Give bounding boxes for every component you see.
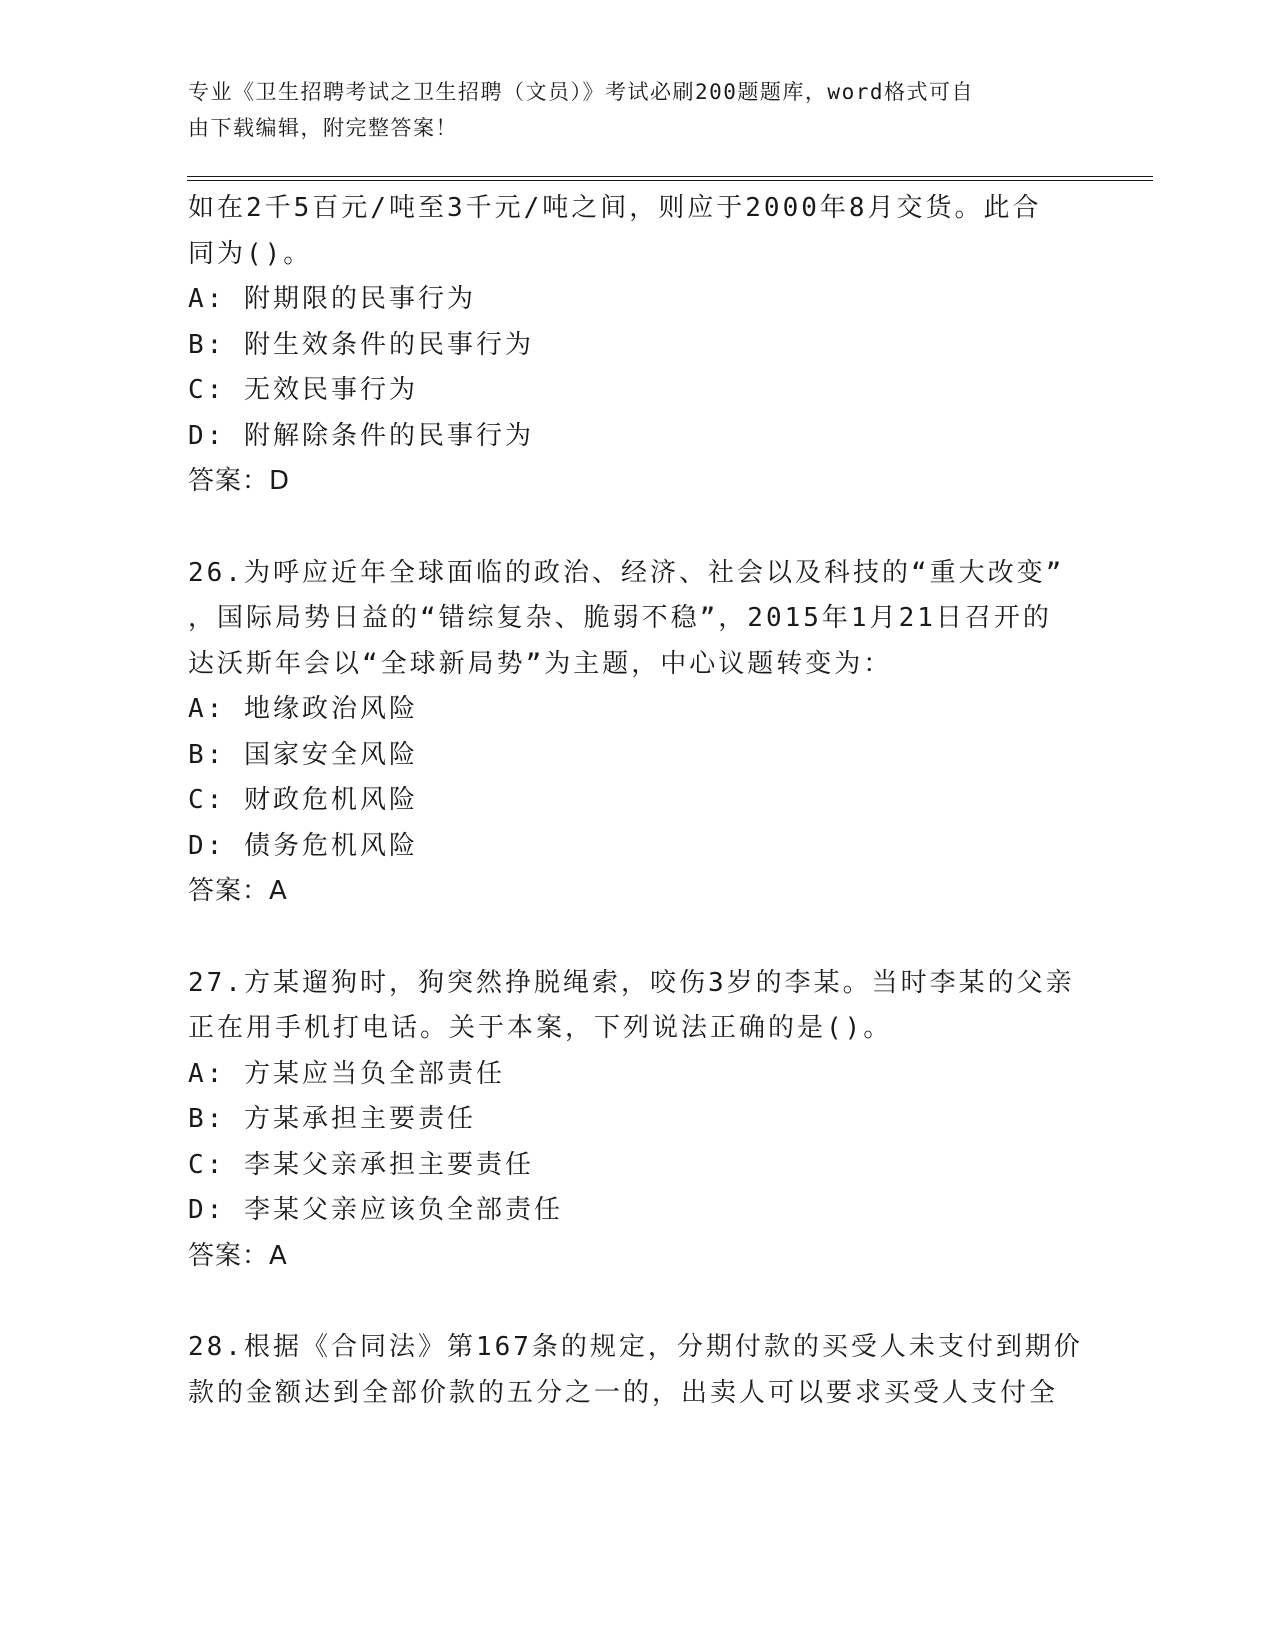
header-line: 由下载编辑，附完整答案！ xyxy=(188,116,458,140)
option-d: D: 债务危机风险 xyxy=(188,830,418,861)
answer: 答案：D xyxy=(188,466,291,496)
spacer xyxy=(188,505,1108,551)
document-header xyxy=(188,74,1068,146)
option-a: A: 方某应当负全部责任 xyxy=(188,1058,505,1089)
question-stem: 达沃斯年会以“全球新局势”为主题，中心议题转变为： xyxy=(188,648,893,679)
option-a: A: 地缘政治风险 xyxy=(188,694,418,724)
answer: 答案：A xyxy=(188,1240,288,1271)
option-c: C: 李某父亲承担主要责任 xyxy=(188,1149,534,1180)
option-b: B: 方某承担主要责任 xyxy=(188,1104,476,1134)
question-26 xyxy=(188,551,1108,915)
question-stem: 26.为呼应近年全球面临的政治、经济、社会以及科技的“重大改变” xyxy=(188,557,1065,588)
header-line: 专业《卫生招聘考试之卫生招聘（文员）》考试必刷200题题库，word格式可自 xyxy=(188,80,974,104)
question-stem: 27.方某遛狗时，狗突然挣脱绳索，咬伤3岁的李某。当时李某的父亲 xyxy=(188,967,1075,998)
question-stem: 如在2千5百元/吨至3千元/吨之间，则应于2000年8月交货。此合 xyxy=(188,193,1042,223)
question-stem: 款的金额达到全部价款的五分之一的，出卖人可以要求买受人支付全 xyxy=(188,1377,1059,1408)
question-list xyxy=(188,186,1108,1416)
question-stem: ，国际局势日益的“错综复杂、脆弱不稳”，2015年1月21日召开的 xyxy=(188,603,1052,633)
header-rule-thick xyxy=(187,176,1153,177)
spacer xyxy=(188,1279,1108,1325)
option-c: C: 无效民事行为 xyxy=(188,375,418,405)
question-28 xyxy=(188,1325,1108,1416)
option-c: C: 财政危机风险 xyxy=(188,785,418,815)
option-d: D: 附解除条件的民事行为 xyxy=(188,420,534,451)
option-d: D: 李某父亲应该负全部责任 xyxy=(188,1195,563,1225)
option-a: A: 附期限的民事行为 xyxy=(188,284,476,314)
question-stem: 同为()。 xyxy=(188,238,313,269)
answer: 答案：A xyxy=(188,876,288,906)
header-rule-thin xyxy=(187,180,1153,181)
option-b: B: 附生效条件的民事行为 xyxy=(188,329,534,360)
question-25-continued xyxy=(188,186,1108,505)
option-b: B: 国家安全风险 xyxy=(188,739,418,770)
question-stem: 正在用手机打电话。关于本案，下列说法正确的是()。 xyxy=(188,1013,893,1043)
question-27 xyxy=(188,961,1108,1280)
question-stem: 28.根据《合同法》第167条的规定，分期付款的买受人未支付到期价 xyxy=(188,1332,1083,1362)
spacer xyxy=(188,915,1108,961)
